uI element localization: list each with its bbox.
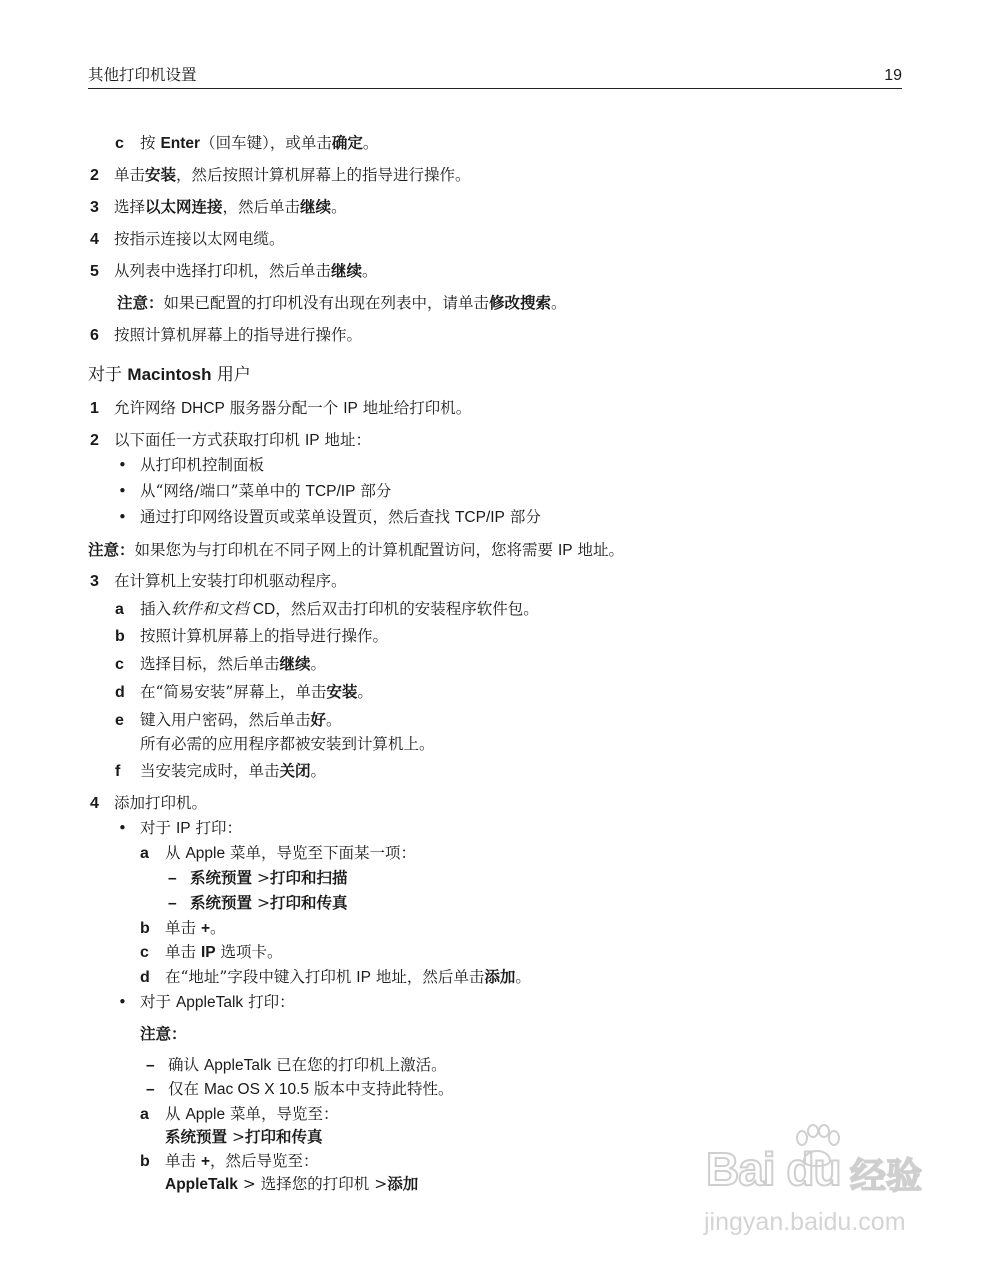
text-span: 确定: [331, 133, 363, 152]
text-span: 以下面任一方式获取打印机: [114, 431, 305, 449]
mac-step-3e-result: [140, 734, 435, 754]
text-span: –: [168, 895, 177, 912]
mac-step-3e: [115, 710, 342, 731]
text-span: 插入: [140, 600, 172, 618]
text-span: 对于: [88, 365, 128, 385]
text-span: d: [140, 969, 150, 986]
text-span: 所有必需的应用程序都被安装到计算机上。: [140, 735, 435, 753]
text-span: •: [118, 456, 127, 474]
text-span: >: [252, 894, 270, 912]
mac-step-3: [90, 571, 347, 592]
text-span: 键入用户密码，然后单击: [140, 711, 311, 729]
text-span: >: [237, 1175, 261, 1193]
text-span: 。: [310, 762, 327, 780]
text-span: 选项卡。: [215, 943, 283, 961]
text-span: 添加打印机。: [114, 794, 208, 812]
text-span: 从“网络/端口”菜单中的: [140, 482, 306, 500]
text-span: –: [146, 1081, 155, 1098]
ip-step-d: [140, 967, 531, 988]
watermark-url: jingyan.baidu.com: [704, 1208, 906, 1236]
text-span: 。: [357, 683, 373, 701]
ip-step-a-option-1: [168, 868, 347, 889]
appletalk-note-label: [140, 1024, 187, 1044]
step-3-ethernet: [90, 197, 347, 218]
text-span: IP: [343, 400, 358, 417]
text-span: 注意：: [88, 540, 135, 559]
text-span: （回车键），或单击: [200, 134, 332, 152]
text-span: •: [118, 482, 127, 500]
text-span: 如果已配置的打印机没有出现在列表中，请单击: [163, 294, 490, 312]
text-span: 1: [90, 400, 99, 417]
text-span: >: [227, 1128, 245, 1146]
watermark-logo: Bai du: [706, 1143, 841, 1195]
text-span: 按照计算机屏幕上的指导进行操作。: [140, 627, 389, 645]
text-span: c: [115, 656, 124, 673]
text-span: 对于: [140, 819, 176, 837]
text-span: 系统预置: [165, 1127, 228, 1146]
text-span: >: [252, 869, 270, 887]
text-span: a: [140, 1106, 149, 1123]
text-span: 当安装完成时，单击: [140, 762, 280, 780]
appletalk-step-a: [140, 1104, 339, 1125]
text-span: 打印：: [190, 819, 243, 837]
page-header: [88, 63, 902, 89]
text-span: IP: [200, 944, 216, 961]
section-heading-macintosh: [88, 365, 251, 385]
text-span: ，然后按照计算机屏幕上的指导进行操作。: [176, 166, 471, 184]
text-span: 在“简易安装”屏幕上，单击: [140, 683, 327, 701]
text-span: 3: [90, 573, 99, 590]
text-span: Apple: [185, 1106, 226, 1123]
text-span: IP: [557, 542, 573, 559]
text-span: 。: [515, 968, 531, 986]
text-span: c: [115, 135, 124, 152]
text-span: 添加: [484, 967, 516, 986]
text-span: DHCP: [180, 400, 225, 417]
text-span: 4: [90, 795, 99, 812]
watermark-cn-text: 经验: [850, 1156, 923, 1197]
text-span: IP: [356, 969, 371, 986]
text-span: 以太网连接: [145, 197, 223, 216]
text-span: 单击: [165, 1152, 201, 1170]
appletalk-note-1: [146, 1055, 447, 1076]
text-span: 单击: [165, 919, 201, 937]
text-span: TCP/IP: [454, 509, 505, 526]
text-span: –: [146, 1057, 155, 1074]
mac-step-2-bullet-3: [118, 507, 541, 528]
mac-step-3a: [115, 599, 539, 620]
note-modify-search: [117, 293, 567, 313]
text-span: 。: [326, 711, 342, 729]
text-span: 菜单，导览至：: [225, 1105, 339, 1123]
text-span: 已在您的打印机上激活。: [271, 1056, 447, 1074]
text-span: 好: [310, 710, 327, 729]
text-span: 继续: [331, 261, 363, 280]
step-6-follow: [90, 325, 362, 346]
text-span: 通过打印网络设置页或菜单设置页，然后查找: [140, 508, 455, 526]
text-span: 注意：: [140, 1024, 187, 1043]
text-span: 地址给打印机。: [357, 399, 472, 417]
ip-step-a: [140, 843, 416, 864]
text-span: 在“地址”字段中键入打印机: [165, 968, 357, 986]
ip-step-a-option-2: [168, 893, 347, 914]
ip-step-b: [140, 918, 226, 939]
text-span: 。: [210, 919, 226, 937]
baidu-watermark: [700, 1120, 940, 1260]
text-span: Apple: [185, 845, 226, 862]
mac-step-4: [90, 793, 207, 814]
text-span: 6: [90, 327, 99, 344]
mac-step-1: [90, 398, 471, 419]
text-span: >: [369, 1175, 388, 1193]
text-span: 添加: [387, 1174, 419, 1193]
text-span: 继续: [279, 654, 311, 673]
text-span: AppleTalk: [203, 1057, 272, 1074]
text-span: +: [200, 920, 210, 937]
step-2-install: [90, 165, 471, 186]
text-span: 地址。: [572, 541, 625, 559]
text-span: 允许网络: [114, 399, 181, 417]
mac-step-3d: [115, 682, 373, 703]
text-span: 部分: [504, 508, 541, 526]
text-span: 从列表中选择打印机，然后单击: [114, 262, 332, 280]
mac-step-2: [90, 430, 371, 451]
text-span: •: [118, 508, 127, 526]
text-span: 继续: [300, 197, 332, 216]
text-span: 仅在: [168, 1080, 204, 1098]
appletalk-step-b: [140, 1151, 319, 1172]
text-span: ，然后单击: [222, 198, 301, 216]
text-span: 打印和传真: [244, 1127, 323, 1146]
text-span: 系统预置: [190, 868, 253, 887]
text-span: 安装: [145, 165, 177, 184]
text-span: +: [200, 1153, 210, 1170]
text-span: AppleTalk: [165, 1176, 238, 1193]
text-span: 4: [90, 231, 99, 248]
text-span: b: [140, 1153, 150, 1170]
text-span: 用户: [211, 365, 251, 385]
text-span: a: [115, 601, 124, 618]
step-5-select: [90, 261, 378, 282]
mac-step-2-bullet-2: [118, 481, 391, 502]
text-span: 。: [331, 198, 347, 216]
text-span: 按照计算机屏幕上的指导进行操作。: [114, 326, 363, 344]
page-number: 19: [884, 67, 902, 84]
text-span: 版本中支持此特性。: [309, 1080, 454, 1098]
text-span: 按: [140, 134, 161, 152]
text-span: TCP/IP: [305, 483, 356, 500]
text-span: CD: [248, 601, 276, 618]
text-span: 选择目标，然后单击: [140, 655, 280, 673]
text-span: 对于: [140, 993, 176, 1011]
text-span: 在计算机上安装打印机驱动程序。: [114, 572, 347, 590]
text-span: 。: [362, 262, 378, 280]
text-span: ，然后导览至：: [210, 1152, 319, 1170]
text-span: 按指示连接以太网电缆。: [114, 230, 285, 248]
text-span: 从打印机控制面板: [140, 456, 265, 474]
mac-step-2-bullet-1: [118, 455, 264, 475]
step-c-enter: [115, 133, 378, 154]
text-span: e: [115, 712, 124, 729]
text-span: 打印和传真: [269, 893, 348, 912]
text-span: 系统预置: [190, 893, 253, 912]
text-span: 5: [90, 263, 99, 280]
text-span: 部分: [355, 482, 392, 500]
text-span: c: [140, 944, 149, 961]
text-span: 打印：: [243, 993, 295, 1011]
text-span: Mac OS X 10.5: [203, 1081, 310, 1098]
text-span: 2: [90, 167, 99, 184]
text-span: 修改搜索: [489, 293, 552, 312]
mac-step-3b: [115, 626, 388, 647]
text-span: f: [115, 763, 121, 780]
appletalk-note-2: [146, 1079, 453, 1100]
text-span: 地址：: [319, 431, 372, 449]
text-span: 打印和扫描: [269, 868, 348, 887]
appletalk-print-bullet: [118, 992, 295, 1013]
mac-step-3f: [115, 761, 326, 782]
mac-step-3c: [115, 654, 326, 675]
text-span: 单击: [165, 943, 201, 961]
text-span: 3: [90, 199, 99, 216]
text-span: 菜单，导览至下面某一项：: [225, 844, 417, 862]
text-span: •: [118, 819, 127, 837]
text-span: d: [115, 684, 125, 701]
text-span: Macintosh: [127, 365, 212, 384]
text-span: 从: [165, 844, 186, 862]
header-title: 其他打印机设置: [88, 66, 197, 84]
appletalk-step-a-path: [165, 1127, 322, 1147]
ip-print-bullet: [118, 818, 242, 839]
text-span: 。: [362, 134, 379, 152]
text-span: IP: [175, 820, 191, 837]
ip-step-c: [140, 942, 283, 963]
text-span: 从: [165, 1105, 186, 1123]
text-span: b: [115, 628, 125, 645]
text-span: 地址，然后单击: [370, 968, 485, 986]
text-span: •: [118, 993, 127, 1011]
text-span: ，然后双击打印机的安装程序软件包。: [275, 600, 539, 618]
text-span: 关闭: [279, 761, 311, 780]
text-span: 确认: [168, 1056, 204, 1074]
text-span: IP: [304, 432, 320, 449]
note-subnet: [88, 540, 624, 561]
appletalk-step-b-path: [165, 1174, 418, 1195]
text-span: Enter: [160, 135, 201, 152]
text-span: 2: [90, 432, 99, 449]
text-span: 服务器分配一个: [224, 399, 344, 417]
text-span: 如果您为与打印机在不同子网上的计算机配置访问，您将需要: [134, 541, 558, 559]
text-span: 选择您的打印机: [260, 1175, 370, 1193]
text-span: 注意：: [117, 293, 164, 312]
text-span: 软件和文档: [171, 600, 249, 618]
text-span: –: [168, 870, 177, 887]
text-span: 选择: [114, 198, 146, 216]
text-span: 。: [310, 655, 327, 673]
text-span: b: [140, 920, 150, 937]
text-span: 安装: [326, 682, 358, 701]
text-span: AppleTalk: [175, 994, 244, 1011]
text-span: 。: [551, 294, 567, 312]
text-span: a: [140, 845, 149, 862]
step-4-cable: [90, 229, 285, 250]
text-span: 单击: [114, 166, 146, 184]
